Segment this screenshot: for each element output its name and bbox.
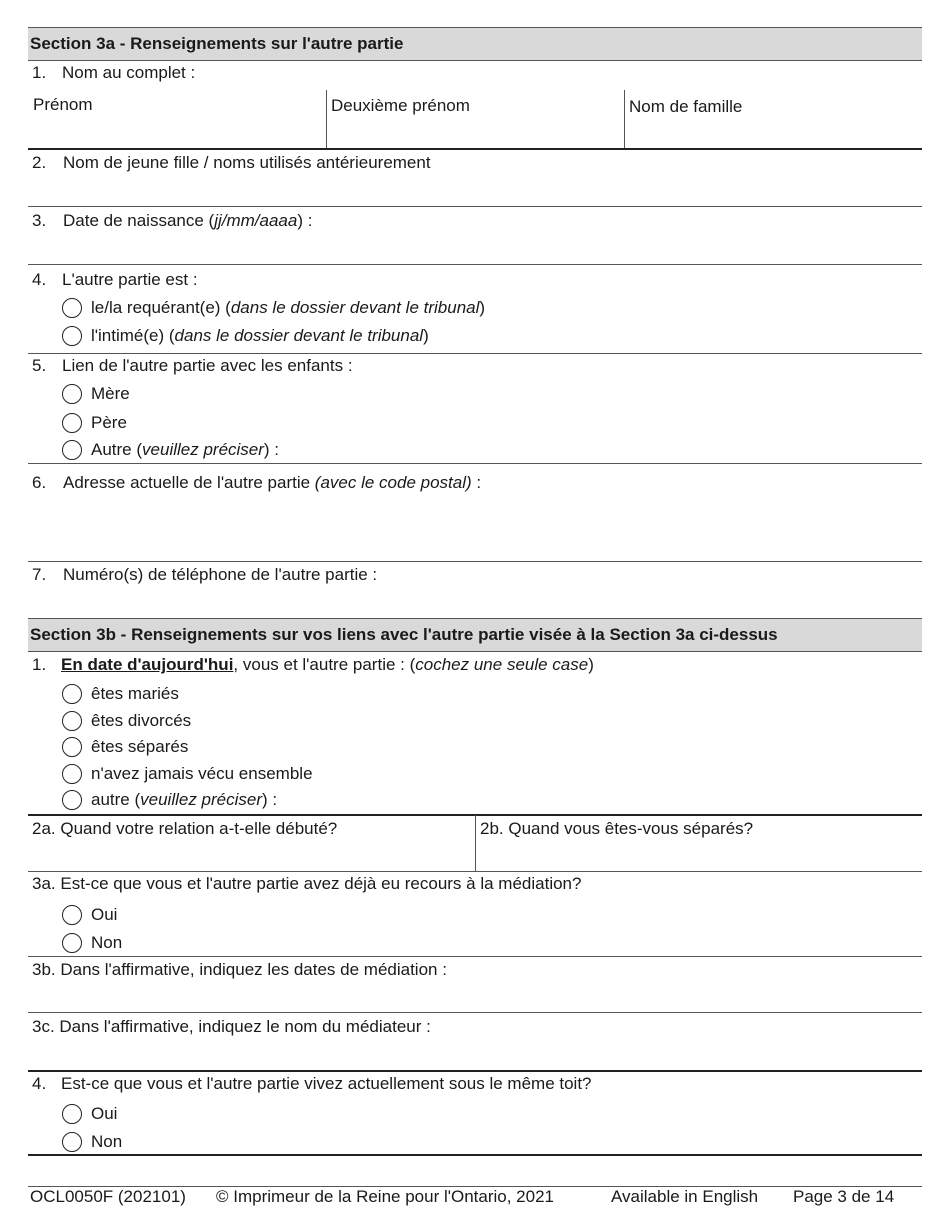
divider	[28, 206, 922, 207]
radio-mother-label: Mère	[91, 384, 130, 403]
first-name-label: Prénom	[33, 95, 93, 114]
q3b4-label: Est-ce que vous et l'autre partie vivez actuellement sous le même toit?	[61, 1074, 592, 1093]
radio-married-label: êtes mariés	[91, 684, 179, 703]
available-in-english: Available in English	[611, 1187, 759, 1206]
radio-never-lived-together-label: n'avez jamais vécu ensemble	[91, 764, 313, 783]
radio-separated[interactable]	[62, 737, 82, 757]
address-field[interactable]	[28, 495, 922, 560]
divider	[28, 1154, 922, 1156]
radio-other-relation[interactable]	[62, 440, 82, 460]
divider	[28, 148, 922, 150]
first-name-field[interactable]	[28, 90, 326, 148]
q2-label: Nom de jeune fille / noms utilisés antérieurement	[63, 153, 431, 172]
q3c-label: 3c. Dans l'affirmative, indiquez le nom du médiateur :	[32, 1017, 431, 1036]
divider	[28, 353, 922, 354]
radio-respondent-label: l'intimé(e) (dans le dossier devant le tribunal)	[91, 326, 429, 345]
divider	[28, 1012, 922, 1013]
section-3a-heading: Section 3a - Renseignements sur l'autre partie	[28, 27, 922, 61]
q5-number: 5.	[32, 356, 47, 375]
q7-label: Numéro(s) de téléphone de l'autre partie :	[63, 565, 378, 584]
radio-separated-label: êtes séparés	[91, 737, 189, 756]
q7-number: 7.	[32, 565, 47, 584]
q6-label: Adresse actuelle de l'autre partie (avec le code postal) :	[63, 473, 482, 492]
divider	[28, 561, 922, 562]
last-name-label: Nom de famille	[629, 97, 743, 116]
last-name-field[interactable]	[625, 90, 922, 148]
radio-other-status-label: autre (veuillez préciser) :	[91, 790, 278, 809]
divider	[28, 871, 922, 872]
form-code: OCL0050F (202101)	[30, 1187, 186, 1206]
q2a-label: 2a. Quand votre relation a-t-elle débuté?	[32, 819, 338, 838]
copyright: © Imprimeur de la Reine pour l'Ontario, 2021	[216, 1187, 554, 1206]
q1-label: Nom au complet :	[62, 63, 196, 82]
radio-father-label: Père	[91, 413, 127, 432]
radio-mediation-yes[interactable]	[62, 905, 82, 925]
q3-number: 3.	[32, 211, 47, 230]
q3b1-label: En date d'aujourd'hui, vous et l'autre partie : (cochez une seule case)	[61, 655, 594, 674]
radio-married[interactable]	[62, 684, 82, 704]
q4-label: L'autre partie est :	[62, 270, 198, 289]
q6-number: 6.	[32, 473, 47, 492]
other-status-field[interactable]	[300, 788, 920, 812]
other-relation-field[interactable]	[300, 438, 920, 462]
birth-date-field[interactable]	[28, 233, 922, 263]
q3b1-number: 1.	[32, 655, 47, 674]
mediation-dates-field[interactable]	[28, 982, 922, 1010]
mediator-name-field[interactable]	[28, 1039, 922, 1069]
q3b4-number: 4.	[32, 1074, 47, 1093]
radio-mediation-no-label: Non	[91, 933, 123, 952]
middle-name-field[interactable]	[327, 90, 624, 148]
q5-label: Lien de l'autre partie avec les enfants :	[62, 356, 353, 375]
q3b-label: 3b. Dans l'affirmative, indiquez les dates de médiation :	[32, 960, 447, 979]
radio-mediation-yes-label: Oui	[91, 905, 118, 924]
page-number: Page 3 de 14	[793, 1187, 895, 1206]
middle-name-label: Deuxième prénom	[331, 96, 470, 115]
radio-respondent[interactable]	[62, 326, 82, 346]
q3a-label: 3a. Est-ce que vous et l'autre partie avez déjà eu recours à la médiation?	[32, 874, 582, 893]
radio-other-status[interactable]	[62, 790, 82, 810]
radio-other-relation-label: Autre (veuillez préciser) :	[91, 440, 280, 459]
radio-divorced[interactable]	[62, 711, 82, 731]
q1-number: 1.	[32, 63, 47, 82]
radio-mediation-no[interactable]	[62, 933, 82, 953]
section-3b-heading: Section 3b - Renseignements sur vos liens avec l'autre partie visée à la Section 3a ci-dessus	[28, 618, 922, 652]
q3-label: Date de naissance (jj/mm/aaaa) :	[63, 211, 313, 230]
radio-mother[interactable]	[62, 384, 82, 404]
relationship-start-field[interactable]	[28, 815, 474, 871]
maiden-name-field[interactable]	[28, 175, 922, 205]
phone-field[interactable]	[28, 588, 922, 618]
radio-same-roof-no-label: Non	[91, 1132, 123, 1151]
q2-number: 2.	[32, 153, 47, 172]
q4-number: 4.	[32, 270, 47, 289]
radio-applicant-label: le/la requérant(e) (dans le dossier devant le tribunal)	[91, 298, 486, 317]
divider	[28, 1070, 922, 1072]
q2b-label: 2b. Quand vous êtes-vous séparés?	[480, 819, 754, 838]
radio-same-roof-yes[interactable]	[62, 1104, 82, 1124]
separation-date-field[interactable]	[476, 815, 922, 871]
radio-applicant[interactable]	[62, 298, 82, 318]
radio-same-roof-yes-label: Oui	[91, 1104, 118, 1123]
radio-never-lived-together[interactable]	[62, 764, 82, 784]
divider	[28, 956, 922, 957]
radio-divorced-label: êtes divorcés	[91, 711, 192, 730]
divider	[28, 463, 922, 464]
radio-father[interactable]	[62, 413, 82, 433]
radio-same-roof-no[interactable]	[62, 1132, 82, 1152]
divider	[28, 264, 922, 265]
